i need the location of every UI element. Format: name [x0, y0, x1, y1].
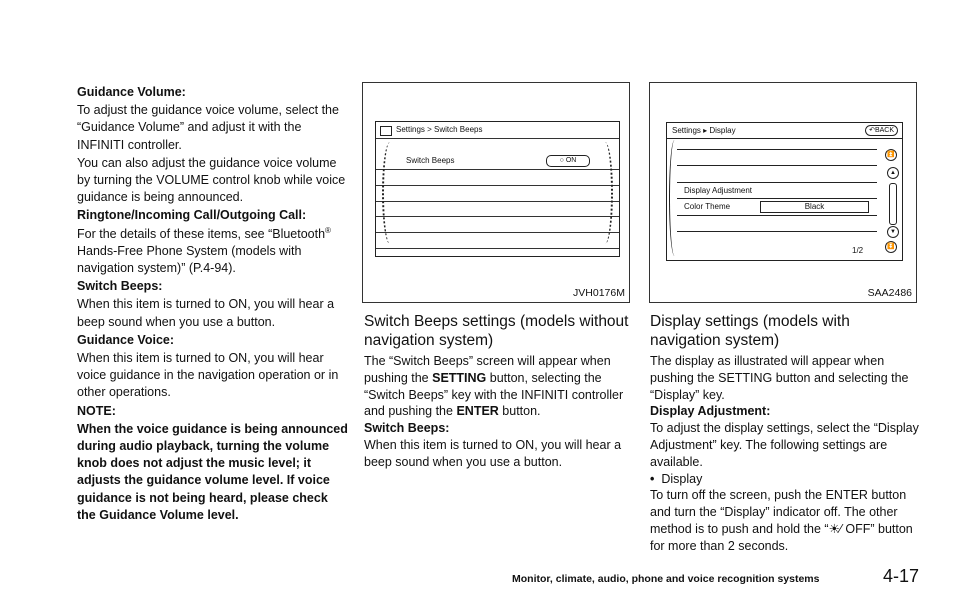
- page-indicator: 1/2: [852, 246, 864, 255]
- right-scroll-arc[interactable]: [597, 142, 613, 244]
- left-arc: [669, 140, 680, 256]
- back-arrow-icon: ↶: [869, 127, 875, 134]
- page-down-icon[interactable]: ⏬: [885, 241, 897, 253]
- text: OFF” button for more than 2 seconds.: [650, 521, 913, 553]
- display-adjustment-item[interactable]: Display Adjustment: [684, 186, 753, 195]
- divider: [376, 216, 619, 217]
- registered-mark: ®: [325, 225, 331, 235]
- screen: [375, 121, 620, 257]
- scroll-up-icon[interactable]: ▲: [887, 167, 899, 179]
- right-column: [650, 312, 920, 555]
- color-theme-value[interactable]: Black: [760, 201, 869, 213]
- heading-guidance-voice: Guidance Voice:: [77, 332, 175, 347]
- heading-switch-beeps: Switch Beeps:: [77, 279, 163, 294]
- breadcrumb: Settings ▸ Display: [672, 126, 736, 135]
- section-title: Switch Beeps settings (models without navigation system): [364, 313, 629, 349]
- enter-term: ENTER: [456, 404, 499, 419]
- bullet-item: [650, 471, 920, 488]
- paragraph: When this item is turned to ON, you will hear a beep sound when you use a button.: [364, 437, 622, 469]
- paragraph: [364, 353, 632, 420]
- divider: [677, 215, 877, 216]
- setting-term: SETTING: [432, 370, 487, 385]
- left-scroll-arc[interactable]: [382, 142, 398, 244]
- figure-code: JVH0176M: [573, 287, 625, 299]
- scroll-down-icon[interactable]: ▼: [887, 226, 899, 238]
- figure-code: SAA2486: [867, 287, 912, 299]
- heading-display-adjustment: Display Adjustment:: [650, 404, 771, 419]
- text: To turn off the screen, push the ENTER button and turn the “Display” indicator off. The other method is to push and hold the “: [650, 488, 907, 536]
- left-column: [77, 84, 349, 525]
- paragraph: To adjust the display settings, select the “Display Adjustment” key. The following settings are available.: [650, 421, 919, 469]
- middle-column: [364, 312, 632, 471]
- switch-beeps-item[interactable]: Switch Beeps: [406, 156, 455, 165]
- breadcrumb: Settings > Switch Beeps: [396, 125, 483, 134]
- text: Display: [661, 471, 703, 486]
- divider: [376, 248, 619, 249]
- divider: [376, 185, 619, 186]
- page-up-icon[interactable]: ⏫: [885, 149, 897, 161]
- scrollbar[interactable]: [889, 183, 897, 225]
- paragraph: When this item is turned to ON, you will hear voice guidance in the navigation operation or in other operations.: [77, 351, 339, 400]
- page-number: 4-17: [883, 566, 920, 586]
- paragraph: When this item is turned to ON, you will hear a beep sound when you use a button.: [77, 297, 335, 329]
- paragraph: To adjust the guidance voice volume, select the “Guidance Volume” and adjust it with the INFINITI controller.: [77, 103, 339, 152]
- divider: [677, 231, 877, 232]
- back-label: BACK: [874, 127, 894, 134]
- back-button[interactable]: [865, 125, 898, 136]
- text: For the details of these items, see “Bluetooth: [77, 226, 326, 241]
- divider: [376, 201, 619, 202]
- figure-display-settings: [649, 82, 917, 303]
- paragraph: [77, 226, 349, 278]
- screen: [666, 122, 903, 261]
- color-theme-item[interactable]: Color Theme: [684, 202, 731, 211]
- heading-switch-beeps: Switch Beeps:: [364, 421, 450, 436]
- note-text: When the voice guidance is being announced during audio playback, turning the volume knob does not adjust the music level; it adjusts the guidance volume level. If voice guidance is not being heard, please check the Guidance Volume level.: [77, 421, 348, 522]
- divider: [677, 198, 877, 199]
- divider: [376, 232, 619, 233]
- divider: [677, 149, 877, 150]
- text: Hands-Free Phone System (models with navigation system)” (P.4-94).: [77, 243, 302, 276]
- figure-switch-beeps: [362, 82, 630, 303]
- note-label: NOTE:: [77, 403, 116, 418]
- divider: [376, 169, 619, 170]
- divider: [376, 138, 619, 139]
- toggle-label: ON: [565, 157, 577, 164]
- divider: [677, 182, 877, 183]
- settings-icon: [380, 126, 392, 136]
- text: button, selecting the “Switch Beeps” key with the INFINITI controller and pushing the: [364, 370, 624, 419]
- heading-guidance-volume: Guidance Volume:: [77, 85, 186, 99]
- heading-ringtone: Ringtone/Incoming Call/Outgoing Call:: [77, 208, 307, 223]
- divider: [677, 165, 877, 166]
- paragraph: The display as illustrated will appear when pushing the SETTING button and selecting the “Display” key.: [650, 354, 909, 402]
- divider: [667, 138, 902, 139]
- text: The “Switch Beeps” screen will appear when pushing the: [364, 354, 611, 385]
- bullet-icon: •: [650, 471, 655, 486]
- section-title: Display settings (models with navigation system): [650, 313, 850, 349]
- footer-section: Monitor, climate, audio, phone and voice recognition systems: [512, 573, 820, 585]
- text: button.: [498, 404, 541, 419]
- paragraph: You can also adjust the guidance voice volume by turning the VOLUME control knob while voice guidance is being announced.: [77, 155, 346, 205]
- on-toggle[interactable]: ○ ON: [546, 155, 590, 167]
- brightness-icon: ☀⁄: [828, 521, 842, 536]
- paragraph: [650, 487, 920, 554]
